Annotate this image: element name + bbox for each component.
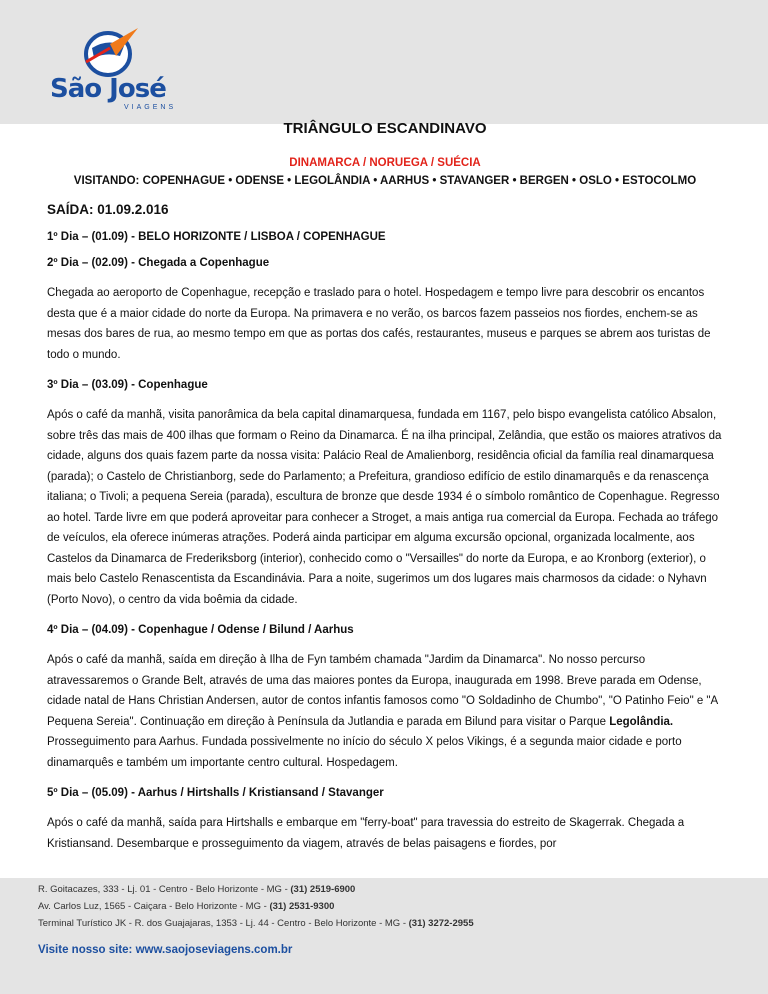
day-description: Após o café da manhã, visita panorâmica da bela capital dinamarquesa, fundada em 1167, pelo bispo evangelista católico Absalon, sobre três das mais de 400 ilhas que formam o Reino da Dinamarca. É na ilha principal, Zelândia, que estão os maiores atrativos da cidade, alguns dos quais fazem parte da nossa visita: Palácio Real de Amalienborg, residência oficial da família real dinamarquesa (parada); o Castelo de Christianborg, sede do Parlamento; a Prefeitura, grandioso edifício de estilo dinamarquês e da renascença italiana; o Tivoli; a pequena Sereia (parada), escultura de bronze que desde 1934 é o símbolo romântico de Copenhague. Regresso ao hotel. Tarde livre em que poderá aproveitar para conhecer a Stroget, a mais antiga rua comercial da Europa. Fechada ao tráfego de veículos, ela oferece inúmeras atrações. Poderá ainda participar em alguma excursão opcional, organizada localmente, aos Castelos da Dinamarca de Frederiksborg (interior), conhecido como o "Versailles" do norte da Europa, e ao Kronborg (exterior), o mais belo Castelo Renascentista da Escandinávia. Para a noite, sugerimos um dos lugares mais charmosos da cidade: o Nyhavn (Porto Novo), o centro da vida boêmia da cidade. — [47, 409, 722, 606]
countries-line: DINAMARCA / NORUEGA / SUÉCIA — [289, 157, 481, 169]
website-link[interactable]: Visite nosso site: www.saojoseviagens.com.br — [38, 944, 293, 956]
address-text: Av. Carlos Luz, 1565 - Caiçara - Belo Horizonte - MG - — [38, 901, 270, 912]
brand-subtitle: VIAGENS — [124, 104, 177, 111]
day-heading: 1º Dia – (01.09) - BELO HORIZONTE / LISBOA / COPENHAGUE — [47, 231, 386, 243]
footer-address — [38, 884, 355, 895]
address-phone: (31) 2519-6900 — [290, 884, 356, 895]
footer-address — [38, 901, 334, 912]
day-text-part: Prosseguimento para Aarhus. Fundada possivelmente no início do século X pelos Vikings, é a segunda maior cidade e porto dinamarquês e também um importante centro cultural. Hospedagem. — [47, 736, 682, 769]
day-description — [47, 650, 723, 773]
day-heading: 2º Dia – (02.09) - Chegada a Copenhague — [47, 257, 270, 269]
address-phone: (31) 2531-9300 — [269, 901, 335, 912]
address-text: Terminal Turístico JK - R. dos Guajajaras, 1353 - Lj. 44 - Centro - Belo Horizonte - MG - — [38, 918, 409, 929]
day-heading: 3º Dia – (03.09) - Copenhague — [47, 379, 208, 391]
day-description: Após o café da manhã, saída para Hirtshalls e embarque em "ferry-boat" para travessia do estreito de Skagerrak. Chegada a Kristiansand. Desembarque e prosseguimento da viagem, através de belas paisagens e fiordes, por — [47, 817, 685, 850]
footer-band — [0, 878, 768, 994]
legolandia-highlight: Legolândia. — [609, 715, 674, 728]
day-text-part: Após o café da manhã, saída em direção à Ilha de Fyn também chamada "Jardim da Dinamarca". No nosso percurso atravessaremos o Grande Belt, através de uma das maiores pontes da Europa, inaugurada em 1998. Breve parada em Odense, cidade natal de Hans Christian Andersen, autor de contos infantis famosos como "O Soldadinho de Chumbo", "O Patinho Feio" e "A Pequena Sereia". Continuação em direção à Península da Jutlandia e parada em Bilund para visitar o Parque — [47, 654, 718, 728]
day-heading: 4º Dia – (04.09) - Copenhague / Odense / Bilund / Aarhus — [47, 624, 354, 636]
address-phone: (31) 3272-2955 — [408, 918, 474, 929]
departure-date: SAÍDA: 01.09.2.016 — [47, 202, 169, 217]
document-title: TRIÂNGULO ESCANDINAVO — [283, 120, 487, 137]
day-description: Chegada ao aeroporto de Copenhague, recepção e traslado para o hotel. Hospedagem e tempo livre para descobrir os encantos desta que é a maior cidade do norte da Europa. Na primavera e no verão, os barcos fazem passeios nos fiordes, enchem-se as mesas dos bares de rua, ao mesmo tempo em que as portas dos cafés, restaurantes, museus e parques se abrem aos turistas de todo o mundo. — [47, 287, 711, 361]
visiting-line: VISITANDO: COPENHAGUE • ODENSE • LEGOLÂNDIA • AARHUS • STAVANGER • BERGEN • OSLO • ESTOCOLMO — [73, 175, 697, 187]
footer-address — [38, 918, 474, 929]
company-logo — [44, 26, 177, 118]
document-body — [47, 116, 723, 854]
address-text: R. Goitacazes, 333 - Lj. 01 - Centro - Belo Horizonte - MG - — [38, 884, 291, 895]
brand-name: São José — [50, 74, 166, 104]
globe-plane-icon — [80, 26, 140, 78]
header-band — [0, 0, 768, 124]
day-heading: 5º Dia – (05.09) - Aarhus / Hirtshalls / Kristiansand / Stavanger — [47, 787, 384, 799]
